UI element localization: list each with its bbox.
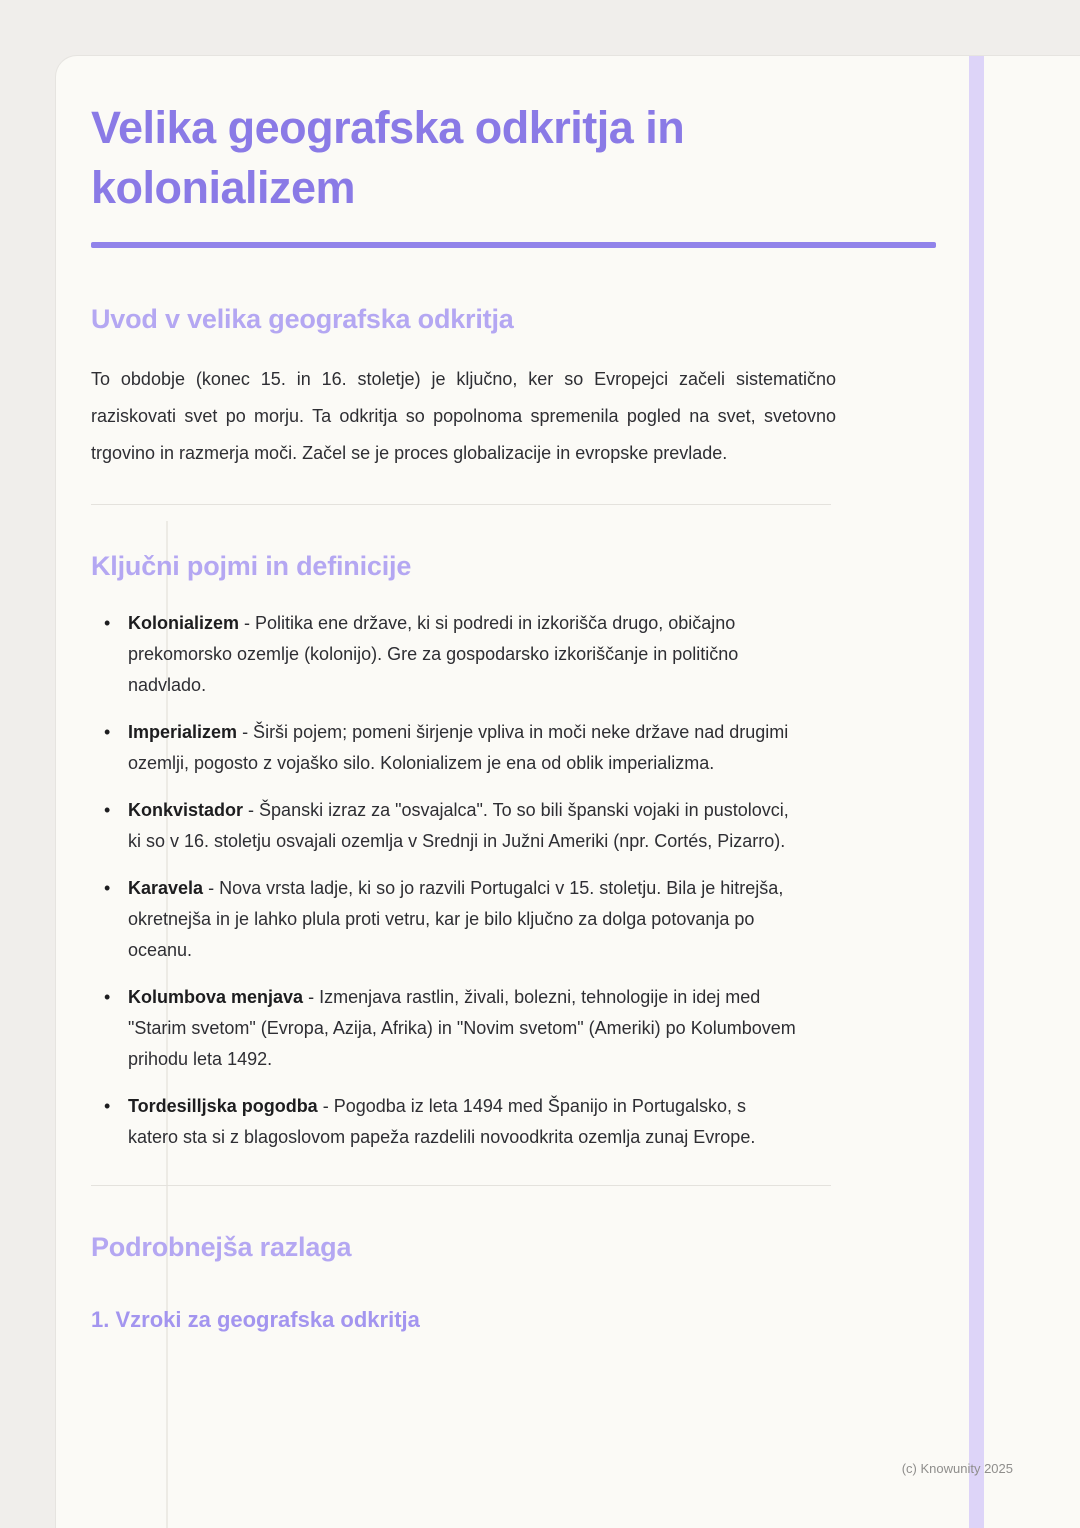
section-divider [91, 504, 831, 505]
document-content [91, 98, 836, 1333]
definition-term: Imperializem [128, 722, 238, 742]
section-heading-detail: Podrobnejša razlaga [91, 1232, 352, 1262]
definition-term: Konkvistador [128, 800, 244, 820]
title-underline [91, 242, 936, 248]
definition-term: Kolonializem [128, 613, 240, 633]
list-item [91, 717, 796, 779]
intro-paragraph: To obdobje (konec 15. in 16. stoletje) je ključno, ker so Evropejci začeli sistematično raziskovati svet po morju. Ta odkritja so popolnoma spremenila pogled na svet, svetovno trgovino in razmerja moči. Začel se je proces globalizacije in evropske prevlade. [91, 369, 836, 463]
definition-description: - Nova vrsta ladje, ki so jo razvili Portugalci v 15. stoletju. Bila je hitrejša, okretnejša in je lahko plula proti vetru, kar je bilo ključno za dolga potovanja po oceanu. [128, 878, 784, 960]
footer-copyright: (c) Knowunity 2025 [901, 1461, 1013, 1476]
section-divider [91, 1185, 831, 1186]
list-item [91, 982, 796, 1075]
definition-term: Karavela [128, 878, 204, 898]
list-item [91, 873, 796, 966]
section-heading-definitions: Ključni pojmi in definicije [91, 551, 412, 581]
note-card [55, 55, 1080, 1528]
definition-description: - Pogodba iz leta 1494 med Španijo in Portugalsko, s katero sta si z blagoslovom papeža razdelili novoodkrita ozemlja zunaj Evrope. [128, 1096, 756, 1147]
section-heading-intro: Uvod v velika geografska odkritja [91, 304, 514, 334]
list-item [91, 795, 796, 857]
definition-description: - Politika ene države, ki si podredi in izkorišča drugo, običajno prekomorsko ozemlje (kolonijo). Gre za gospodarsko izkoriščanje in politično nadvlado. [128, 613, 739, 695]
list-item [91, 608, 796, 701]
definition-term: Kolumbova menjava [128, 987, 304, 1007]
page-title: Velika geografska odkritja in kolonializem [91, 102, 685, 213]
subsection-heading-causes: 1. Vzroki za geografska odkritja [91, 1307, 420, 1332]
definitions-list [91, 608, 836, 1153]
definition-description: - Izmenjava rastlin, živali, bolezni, tehnologije in idej med "Starim svetom" (Evropa, Azija, Afrika) in "Novim svetom" (Ameriki) po Kolumbovem prihodu leta 1492. [128, 987, 796, 1069]
list-item [91, 1091, 796, 1153]
definition-description: - Španski izraz za "osvajalca". To so bili španski vojaki in pustolovci, ki so v 16. stoletju osvajali ozemlja v Srednji in Južni Ameriki (npr. Cortés, Pizarro). [128, 800, 789, 851]
accent-stripe [969, 56, 984, 1528]
definition-term: Tordesilljska pogodba [128, 1096, 318, 1116]
definition-description: - Širši pojem; pomeni širjenje vpliva in moči neke države nad drugimi ozemlji, pogosto z vojaško silo. Kolonializem je ena od oblik imperializma. [128, 722, 789, 773]
